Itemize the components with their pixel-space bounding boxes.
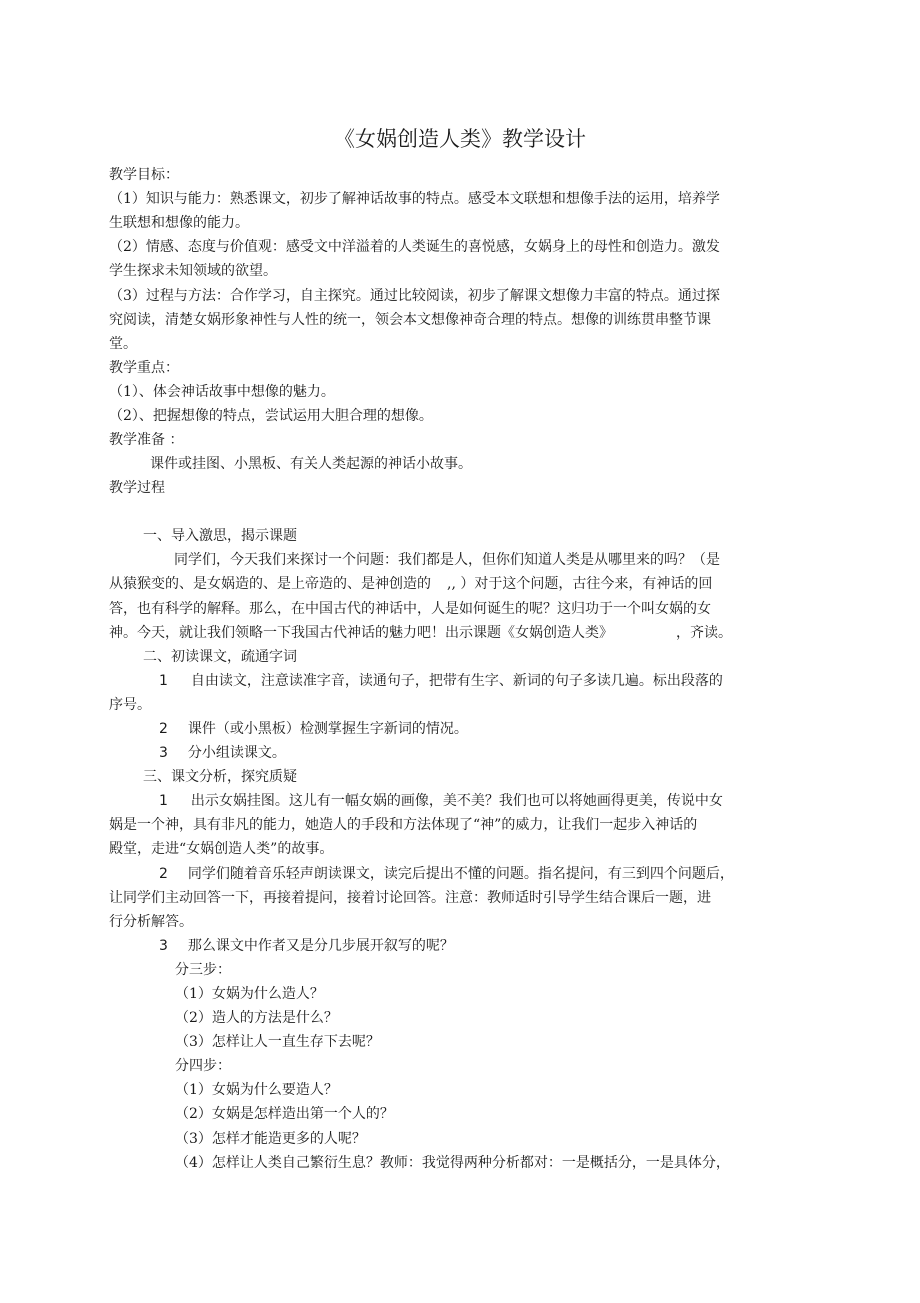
three-steps-label: 分三步： (175, 962, 231, 978)
section-3-item-2-cont-2: 行分析解答。 (109, 914, 193, 930)
section-3-title: 三、课文分析，探究质疑 (143, 769, 297, 785)
goal-3-line-2: 究阅读，清楚女娲形象神性与人性的统一，领会本文想像神奇合理的特点。想像的训练贯串整节课 (109, 312, 711, 328)
three-step-2: （2）造人的方法是什么？ (175, 1010, 338, 1026)
page-title: 《女娲创造人类》教学设计 (334, 127, 586, 151)
section-3-item-2 (159, 862, 899, 887)
section-1-line-3: 答，也有科学的解释。那么，在中国古代的神话中，人是如何诞生的呢？这归功于一个叫女娲的女 (109, 601, 711, 617)
goal-3-line-3: 堂。 (109, 336, 137, 352)
item-number: 2 (159, 866, 168, 882)
key-point-2: （2）、把握想像的特点，尝试运用大胆合理的想像。 (109, 408, 433, 424)
section-3-item-2-cont-1: 让同学们主动回答一下，再接着提问，接着讨论回答。注意：教师适时引导学生结合课后一题，进 (109, 890, 711, 906)
item-text: 自由读文，注意读准字音，读通句子，把带有生字、新词的句子多读几遍。标出段落的 (190, 673, 723, 689)
section-1-line-1: 同学们，今天我们来探讨一个问题：我们都是人，但你们知道人类是从哪里来的吗？（是 (174, 552, 720, 568)
section-1-line-4 (109, 621, 849, 646)
item-text: 分小组读课文。 (187, 745, 286, 761)
item-text: 那么课文中作者又是分几步展开叙写的呢？ (187, 938, 454, 954)
section-2-item-1-cont: 序号。 (109, 697, 151, 713)
goal-1-line-1: （1）知识与能力：熟悉课文，初步了解神话故事的特点。感受本文联想和想像手法的运用，培养学 (109, 191, 720, 207)
section-2-item-1 (159, 669, 899, 694)
section-1-line-4-part-a: 神。今天，就让我们领略一下我国古代神话的魅力吧！出示课题《女娲创造人类》 (109, 625, 613, 641)
four-step-1: （1）女娲为什么要造人？ (175, 1082, 338, 1098)
section-3-item-1-cont-2: 殿堂，走进“女娲创造人类”的故事。 (109, 841, 334, 857)
section-1-line-2-part-b: ,, ）对于这个问题，古往今来，有神话的回 (447, 576, 713, 592)
item-text: 同学们随着音乐轻声朗读课文，读完后提出不懂的问题。指名提问，有三到四个问题后， (187, 866, 734, 882)
section-2-item-3 (159, 741, 899, 766)
section-1-title: 一、导入激思，揭示课题 (143, 528, 297, 544)
section-3-item-1 (159, 789, 899, 814)
section-3-item-1-cont-1: 娲是一个神，具有非凡的能力，她造人的手段和方法体现了“神”的威力，让我们一起步入神话的 (109, 817, 698, 833)
item-number: 1 (159, 673, 168, 689)
goal-3-line-1: （3）过程与方法：合作学习，自主探究。通过比较阅读，初步了解课文想像力丰富的特点。通过探 (109, 288, 720, 304)
preparation-text: 课件或挂图、小黑板、有关人类起源的神话小故事。 (150, 456, 472, 472)
four-step-2: （2）女娲是怎样造出第一个人的？ (175, 1106, 394, 1122)
item-number: 3 (159, 938, 168, 954)
section-1-line-4-part-b: ，齐读。 (676, 625, 732, 641)
goal-1-line-2: 生联想和想像的能力。 (109, 215, 249, 231)
four-step-4: （4）怎样让人类自己繁衍生息？教师：我觉得两种分析都对：一是概括分，一是具体分， (175, 1155, 730, 1171)
preparation-heading: 教学准备 ： (109, 432, 184, 448)
key-points-heading: 教学重点： (109, 360, 179, 376)
goals-heading: 教学目标： (109, 167, 179, 183)
three-step-3: （3）怎样让人一直生存下去呢？ (175, 1034, 380, 1050)
section-1-line-2 (109, 572, 849, 597)
item-number: 3 (159, 745, 168, 761)
section-3-item-3 (159, 934, 899, 959)
item-text: 出示女娲挂图。这儿有一幅女娲的画像，美不美？我们也可以将她画得更美，传说中女 (190, 793, 723, 809)
section-2-item-2 (159, 717, 899, 742)
item-number: 1 (159, 793, 168, 809)
three-step-1: （1）女娲为什么造人？ (175, 986, 324, 1002)
item-number: 2 (159, 721, 168, 737)
section-2-title: 二、初读课文，疏通字词 (143, 649, 297, 665)
four-steps-label: 分四步： (175, 1058, 231, 1074)
key-point-1: （1）、体会神话故事中想像的魅力。 (109, 384, 335, 400)
section-1-line-2-part-a: 从猿猴变的、是女娲造的、是上帝造的、是神创造的 (109, 576, 431, 592)
item-text: 课件（或小黑板）检测掌握生字新词的情况。 (187, 721, 468, 737)
goal-2-line-2: 学生探求未知领域的欲望。 (109, 263, 277, 279)
process-heading: 教学过程 (109, 480, 165, 496)
goal-2-line-1: （2）情感、态度与价值观：感受文中洋溢着的人类诞生的喜悦感，女娲身上的母性和创造力。激发 (109, 239, 720, 255)
four-step-3: （3）怎样才能造更多的人呢？ (175, 1131, 366, 1147)
